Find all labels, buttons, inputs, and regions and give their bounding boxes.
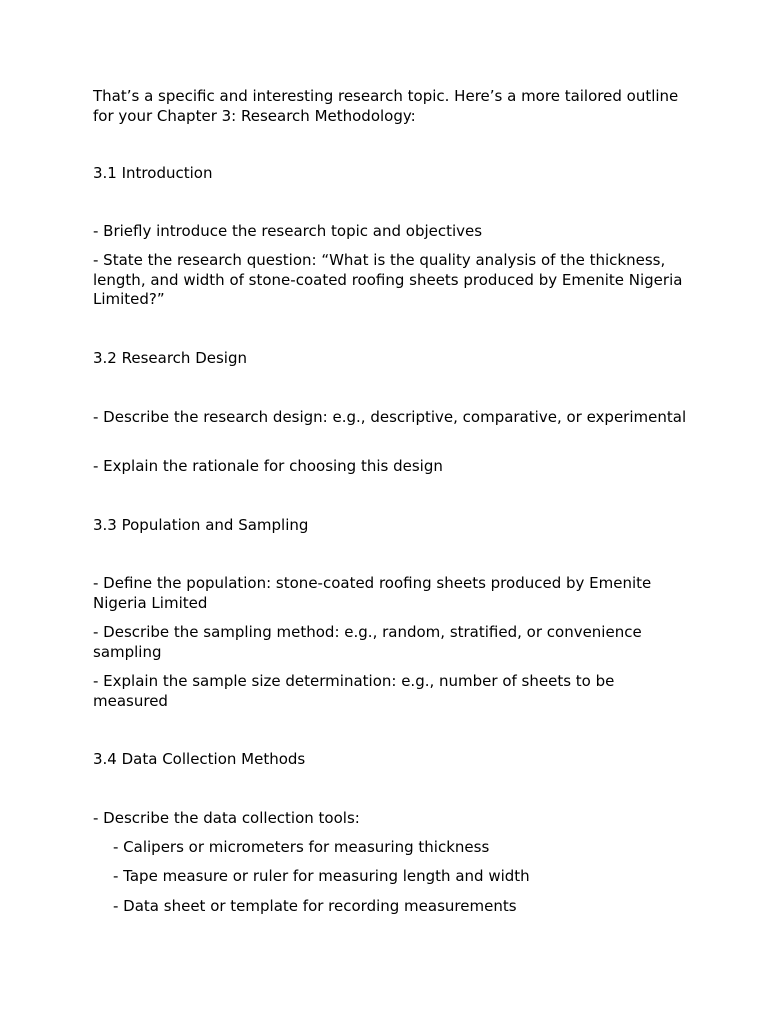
list-item: - Describe the research design: e.g., descriptive, comparative, or experimental [93, 408, 687, 426]
list-item: - State the research question: “What is the quality analysis of the thickness, length, and width of stone-coated roofing sheets produced by Emenite Nigeria Limited?” [93, 251, 683, 308]
list-item: - Describe the data collection tools: [93, 809, 360, 827]
sub-list-item: - Calipers or micrometers for measuring thickness [113, 838, 490, 856]
sub-list-item: - Tape measure or ruler for measuring length and width [113, 867, 530, 885]
section-heading-population-sampling: 3.3 Population and Sampling [93, 516, 309, 534]
list-item: - Briefly introduce the research topic and objectives [93, 222, 483, 240]
intro-paragraph: That’s a specific and interesting research topic. Here’s a more tailored outline for your Chapter 3: Research Methodology: [93, 87, 679, 125]
section-heading-research-design: 3.2 Research Design [93, 349, 247, 367]
sub-list-item: - Data sheet or template for recording measurements [113, 897, 517, 915]
section-heading-data-collection: 3.4 Data Collection Methods [93, 750, 306, 768]
list-item: - Describe the sampling method: e.g., random, stratified, or convenience sampling [93, 623, 642, 661]
section-heading-introduction: 3.1 Introduction [93, 164, 213, 182]
list-item: - Explain the rationale for choosing this design [93, 457, 443, 475]
list-item: - Explain the sample size determination: e.g., number of sheets to be measured [93, 672, 615, 710]
list-item: - Define the population: stone-coated roofing sheets produced by Emenite Nigeria Limited [93, 574, 652, 612]
